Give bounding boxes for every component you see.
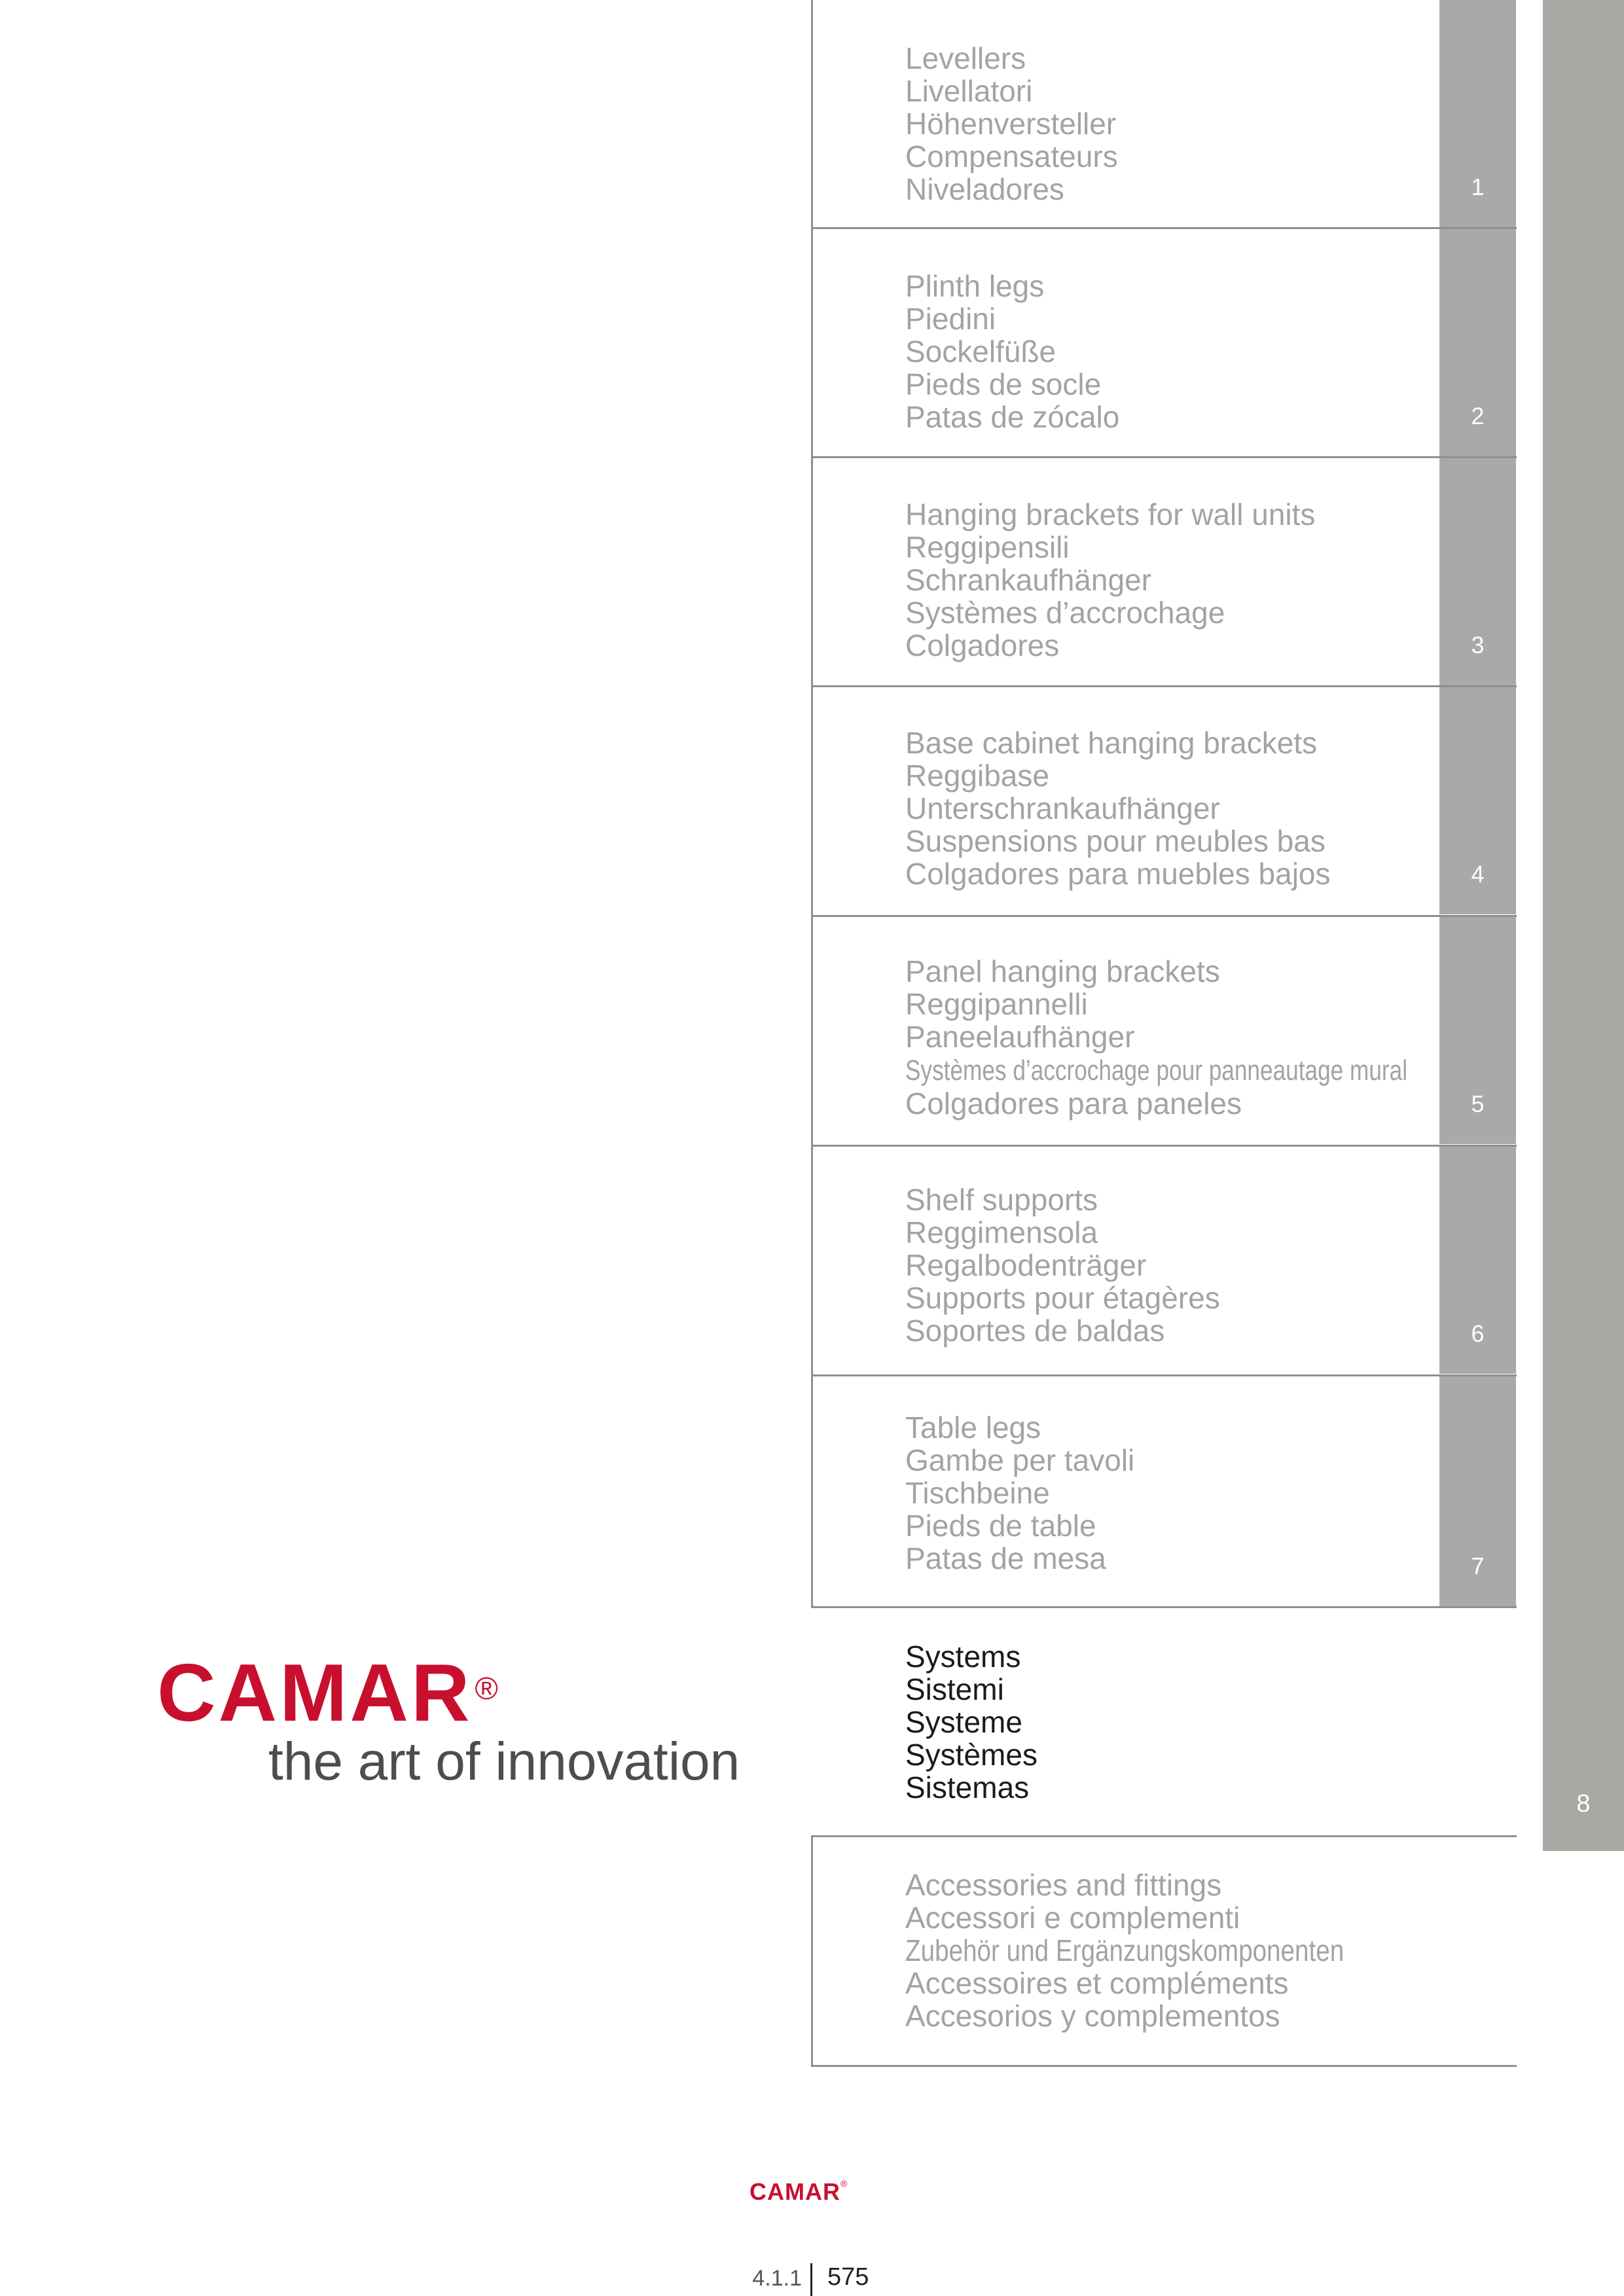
section-number: 2 — [1471, 403, 1485, 429]
section-label: Patas de mesa — [905, 1541, 1106, 1575]
section-label: Sistemas — [905, 1770, 1030, 1804]
section-label: Levellers — [905, 41, 1026, 75]
section-separator — [811, 1374, 1517, 1376]
section-label: Systeme — [905, 1705, 1022, 1739]
section-number: 4 — [1471, 861, 1485, 888]
section-label-condensed: Systèmes d’accrochage pour panneautage mural — [905, 1054, 1408, 1086]
section-7[interactable] — [905, 1411, 1442, 1575]
section-label: Sockelfüße — [905, 334, 1056, 368]
section-label: Patas de zócalo — [905, 400, 1120, 434]
section-separator — [811, 1606, 1517, 1608]
section-label: Livellatori — [905, 74, 1033, 108]
section-separator — [811, 227, 1517, 229]
section-tab-4[interactable] — [1439, 687, 1516, 914]
section-separator — [811, 1145, 1517, 1147]
section-label: Tischbeine — [905, 1476, 1050, 1510]
section-label: Systèmes d’accrochage — [905, 596, 1225, 630]
section-label: Accessoires et compléments — [905, 1966, 1289, 2000]
section-label: Systems — [905, 1640, 1021, 1674]
footer-camar-logo — [749, 2178, 848, 2206]
footer-page-number: 575 — [827, 2263, 869, 2291]
section-number: 7 — [1471, 1552, 1485, 1579]
footer-registered-mark: ® — [840, 2178, 848, 2189]
section-5[interactable] — [905, 955, 1442, 1120]
section-label: Reggimensola — [905, 1215, 1098, 1249]
section-label: Soportes de baldas — [905, 1314, 1165, 1348]
section-label: Supports pour étagères — [905, 1281, 1220, 1315]
active-section-side-tab[interactable] — [1543, 0, 1624, 1851]
brand-tagline: the art of innovation — [268, 1732, 740, 1791]
camar-logo — [157, 1648, 779, 1738]
section-label: Accesorios y complementos — [905, 1999, 1280, 2033]
section-label: Suspensions pour meubles bas — [905, 824, 1326, 858]
section-number: 5 — [1471, 1090, 1485, 1117]
section-tab-5[interactable] — [1439, 917, 1516, 1144]
section-label: Accessories and fittings — [905, 1868, 1222, 1902]
section-label: Colgadores — [905, 628, 1060, 662]
section-2[interactable] — [905, 270, 1442, 433]
footer-divider — [810, 2263, 812, 2296]
section-tab-1[interactable] — [1439, 0, 1516, 227]
section-label: Systèmes — [905, 1738, 1038, 1772]
section-label: Regalbodenträger — [905, 1248, 1147, 1282]
section-6[interactable] — [905, 1183, 1442, 1347]
active-section-number: 8 — [1576, 1790, 1591, 1818]
section-label: Piedini — [905, 302, 996, 336]
active-section-systems[interactable] — [905, 1640, 1442, 1804]
section-label: Colgadores para paneles — [905, 1086, 1242, 1121]
section-label: Accessori e complementi — [905, 1901, 1240, 1935]
section-separator — [811, 685, 1517, 687]
section-label — [905, 1934, 1442, 1967]
section-label: Hanging brackets for wall units — [905, 497, 1316, 531]
section-label: Base cabinet hanging brackets — [905, 726, 1318, 760]
section-4[interactable] — [905, 726, 1442, 890]
section-accessories[interactable] — [905, 1869, 1442, 2032]
section-number: 6 — [1471, 1320, 1485, 1347]
section-tab-2[interactable] — [1439, 229, 1516, 456]
section-label: Pieds de socle — [905, 367, 1102, 401]
section-label: Schrankaufhänger — [905, 563, 1151, 597]
section-label — [905, 1053, 1442, 1087]
section-label-condensed: Zubehör und Ergänzungskomponenten — [905, 1933, 1344, 1967]
section-label: Pieds de table — [905, 1509, 1096, 1543]
section-label: Sistemi — [905, 1672, 1004, 1706]
registered-mark: ® — [475, 1672, 498, 1706]
section-number: 3 — [1471, 632, 1485, 658]
section-3[interactable] — [905, 498, 1442, 662]
section-label: Paneelaufhänger — [905, 1020, 1135, 1054]
section-separator — [811, 1835, 1517, 1837]
section-separator — [811, 915, 1517, 917]
section-label: Niveladores — [905, 172, 1064, 206]
section-label: Gambe per tavoli — [905, 1443, 1135, 1477]
section-1[interactable] — [905, 42, 1442, 206]
section-label: Table legs — [905, 1410, 1041, 1444]
index-divider-line — [811, 1837, 813, 2067]
section-tab-3[interactable] — [1439, 458, 1516, 685]
section-label: Reggipannelli — [905, 987, 1088, 1021]
section-label: Reggipensili — [905, 530, 1070, 564]
brand-block — [157, 1648, 779, 1791]
section-label: Plinth legs — [905, 269, 1045, 303]
footer-section-code: 4.1.1 — [752, 2266, 802, 2291]
section-number: 1 — [1471, 173, 1485, 200]
section-separator — [811, 2065, 1517, 2067]
section-tab-7[interactable] — [1439, 1376, 1516, 1606]
section-tab-6[interactable] — [1439, 1147, 1516, 1374]
index-divider-line — [811, 0, 813, 1608]
footer-logo-text: CAMAR — [749, 2178, 840, 2205]
section-label: Höhenversteller — [905, 107, 1117, 141]
logo-text: CAMAR — [157, 1648, 473, 1738]
section-label: Colgadores para muebles bajos — [905, 857, 1331, 891]
section-separator — [811, 456, 1517, 458]
section-label: Reggibase — [905, 759, 1049, 793]
section-label: Shelf supports — [905, 1183, 1098, 1217]
section-label: Compensateurs — [905, 139, 1118, 173]
section-label: Panel hanging brackets — [905, 954, 1220, 988]
section-label: Unterschrankaufhänger — [905, 791, 1220, 825]
